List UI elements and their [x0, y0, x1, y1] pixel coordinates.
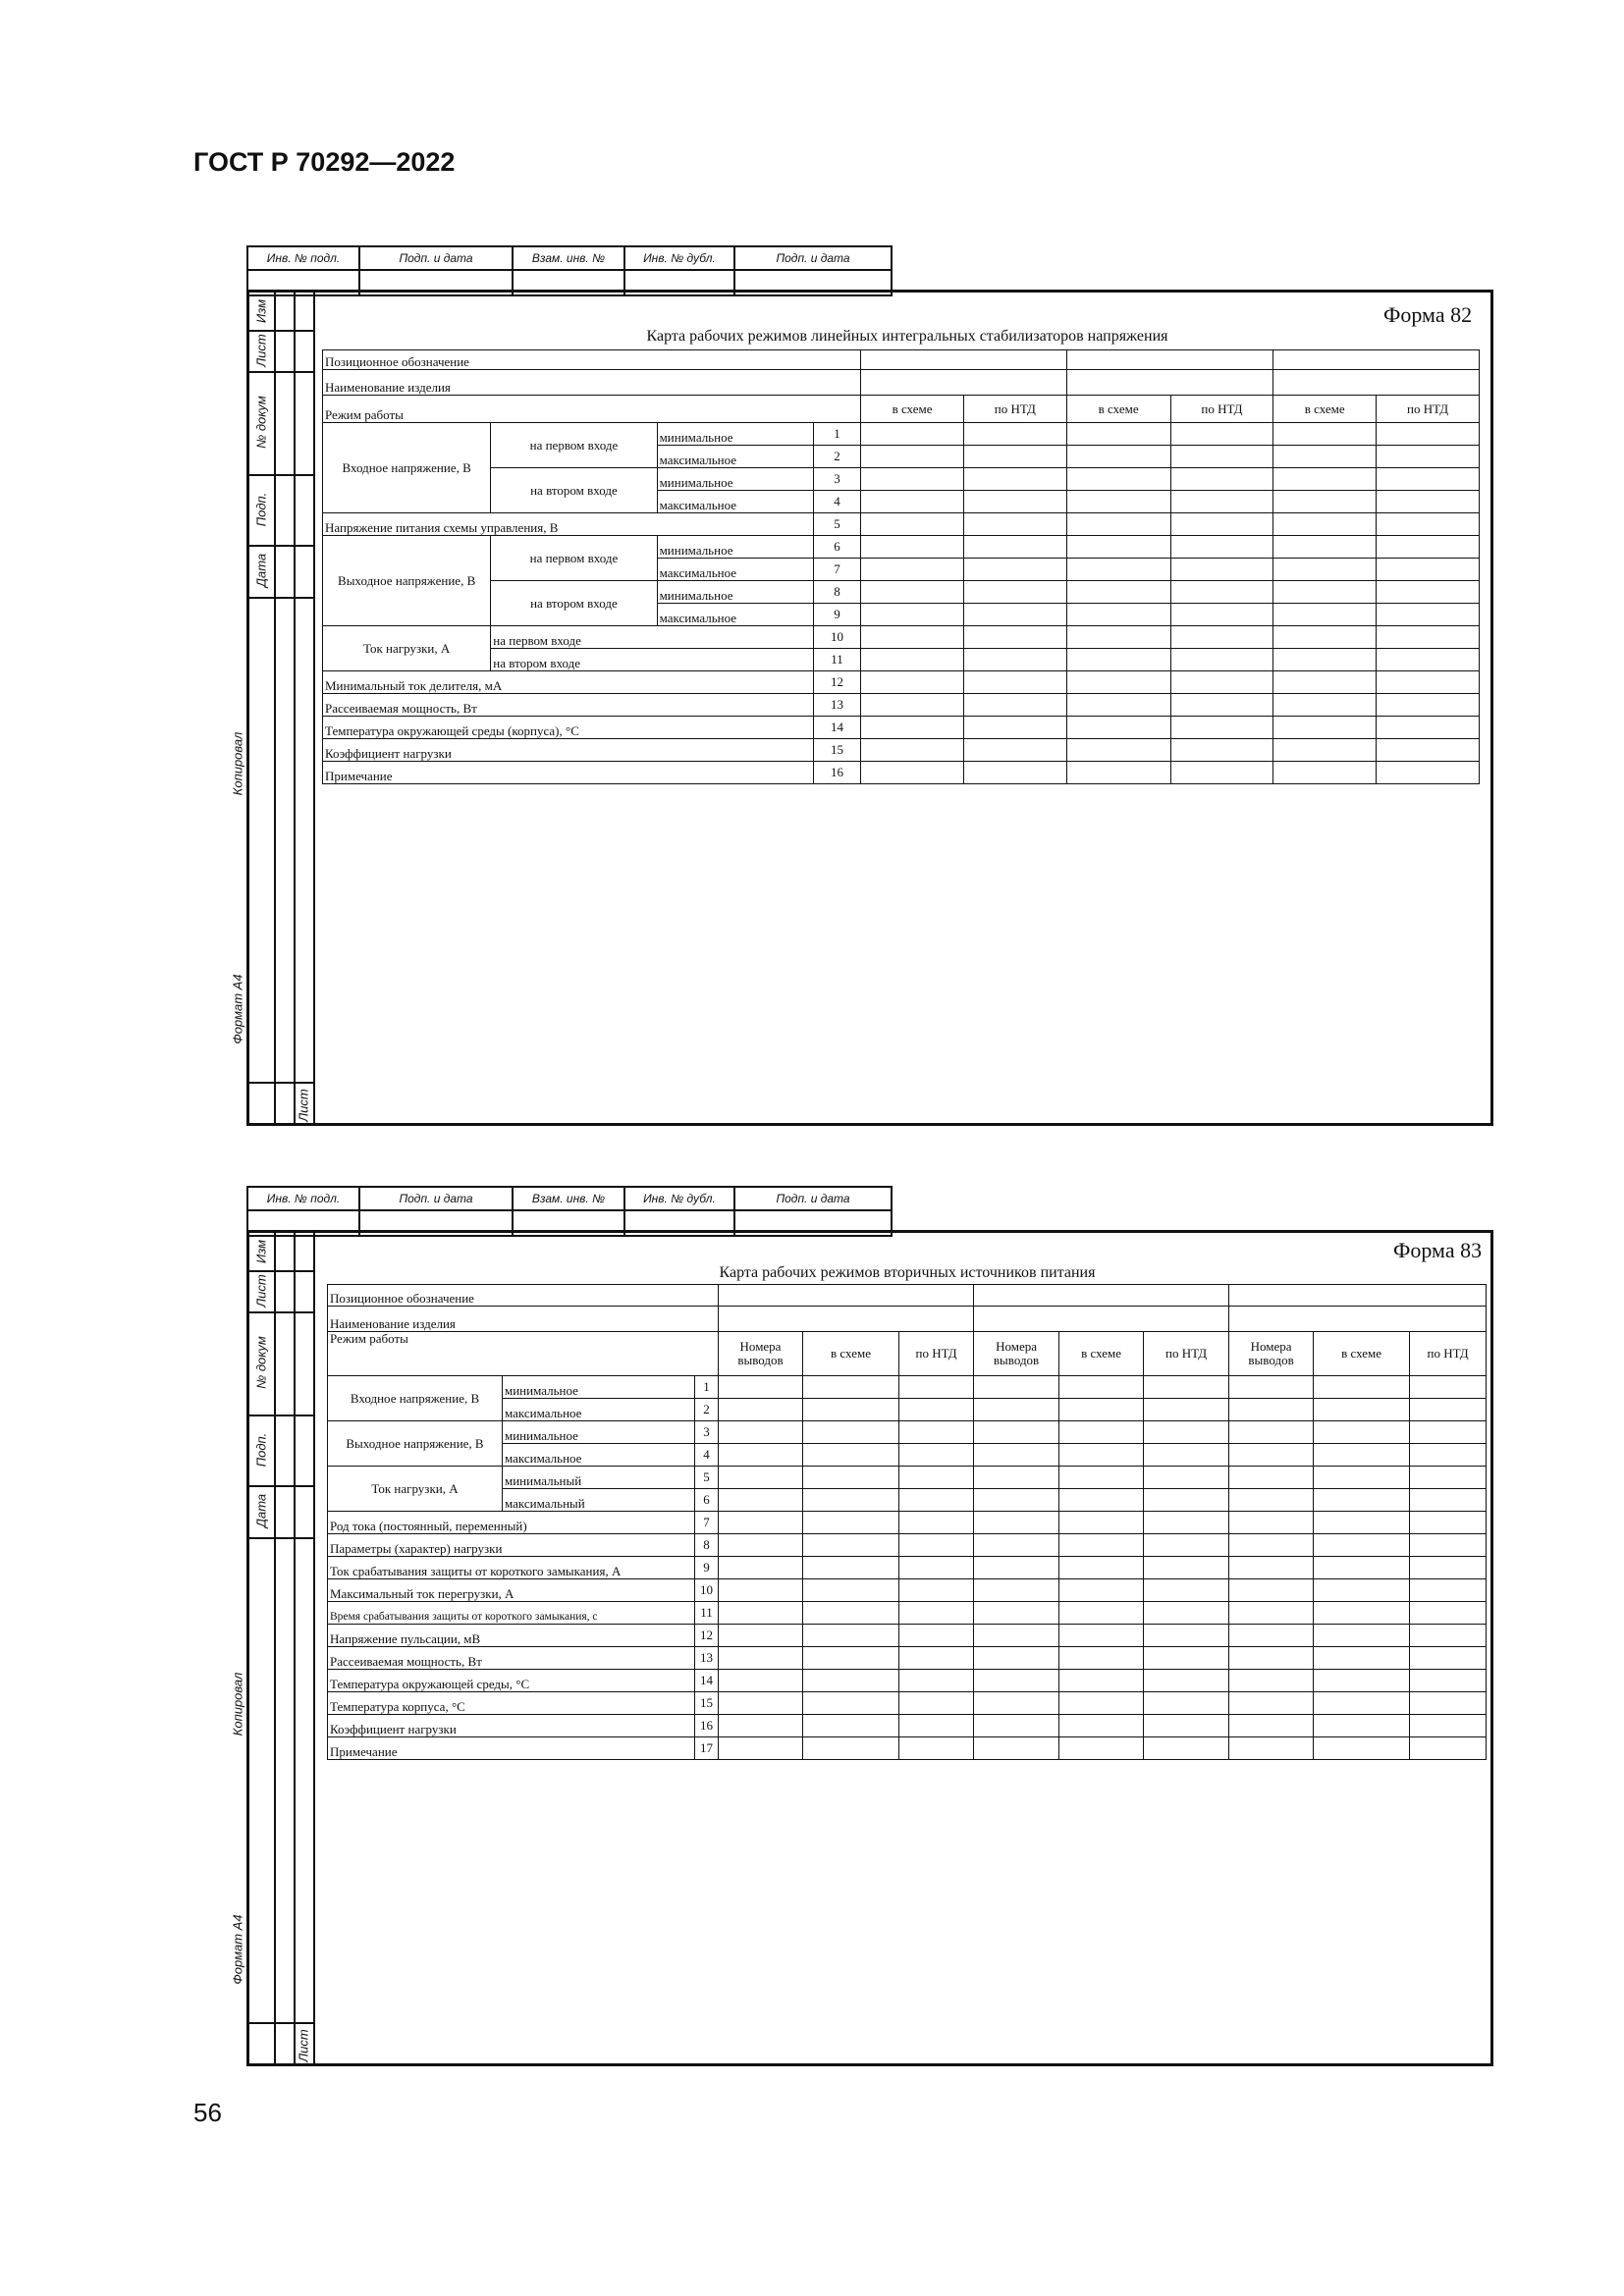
side-label-izm: Изм: [253, 1239, 269, 1264]
row-number: 16: [813, 762, 860, 784]
stamp-label: Подп. и дата: [734, 246, 892, 270]
row-sublabel: максимальное: [657, 559, 813, 581]
row-label: Коэффициент нагрузки: [323, 739, 814, 762]
row-number: 12: [695, 1625, 719, 1647]
row-number: 8: [813, 581, 860, 604]
row-sublabel: минимальное: [503, 1421, 695, 1444]
row-label: Температура окружающей среды, °С: [328, 1670, 695, 1692]
row-label: Входное напряжение, В: [323, 423, 491, 513]
row-number: 6: [813, 536, 860, 559]
row-number: 14: [695, 1670, 719, 1692]
col-header: Номера выводов: [719, 1332, 803, 1376]
stamp-label: Взам. инв. №: [513, 246, 624, 270]
row-sublabel: максимальное: [657, 604, 813, 626]
row-sublabel: минимальное: [503, 1376, 695, 1399]
stamp-label: Подп. и дата: [359, 246, 513, 270]
col-header: по НТД: [1377, 396, 1480, 423]
side-label-format: Формат А4: [230, 1914, 245, 1985]
row-number: 1: [813, 423, 860, 446]
side-label-list-bottom: Лист: [296, 2029, 311, 2062]
row-number: 13: [695, 1647, 719, 1670]
row-number: 3: [813, 468, 860, 491]
col-header: Номера выводов: [1229, 1332, 1314, 1376]
row-sublabel: максимальное: [657, 446, 813, 468]
col-header: по НТД: [1144, 1332, 1229, 1376]
stamp-label: Инв. № подл.: [247, 1187, 359, 1210]
row-number: 12: [813, 671, 860, 694]
side-label-ndokum: № докум: [253, 1336, 269, 1389]
row-sublabel: минимальный: [503, 1467, 695, 1489]
stamp-label: Подп. и дата: [359, 1187, 513, 1210]
row-label: Напряжение пульсации, мВ: [328, 1625, 695, 1647]
row-number: 13: [813, 694, 860, 717]
row-sublabel: на первом входе: [491, 626, 813, 649]
side-label-kopiroval: Копировал: [230, 731, 245, 796]
row-sublabel: минимальное: [657, 536, 813, 559]
stamp-label: Инв. № дубл.: [624, 246, 734, 270]
row-number: 2: [695, 1399, 719, 1421]
side-label-podp: Подп.: [253, 492, 269, 527]
page-header: ГОСТ Р 70292—2022: [193, 147, 456, 177]
row-number: 15: [695, 1692, 719, 1715]
form-82-table: [322, 349, 1480, 784]
side-label-kopiroval: Копировал: [230, 1672, 245, 1736]
row-number: 6: [695, 1489, 719, 1512]
row-sublabel: на втором входе: [491, 649, 813, 671]
page-number: 56: [193, 2098, 222, 2127]
stamp-label: Взам. инв. №: [513, 1187, 624, 1210]
row-label: Температура окружающей среды (корпуса), °С: [323, 717, 814, 739]
col-header: в схеме: [1059, 1332, 1144, 1376]
row-label: Ток срабатывания защиты от короткого замыкания, А: [328, 1557, 695, 1579]
row-number: 8: [695, 1534, 719, 1557]
side-label-list: Лист: [253, 1274, 269, 1308]
row-number: 14: [813, 717, 860, 739]
row-number: 4: [695, 1444, 719, 1467]
row-label: Примечание: [328, 1737, 695, 1760]
form-number: Форма 83: [1393, 1238, 1483, 1262]
row-label: Минимальный ток делителя, мА: [323, 671, 814, 694]
row-sublabel: максимальное: [657, 491, 813, 513]
col-header: в схеме: [1066, 396, 1170, 423]
form-title: Карта рабочих режимов линейных интегральных стабилизаторов напряжения: [646, 328, 1168, 345]
row-sublabel: минимальное: [657, 468, 813, 491]
row-sublabel: максимальный: [503, 1489, 695, 1512]
row-number: 7: [813, 559, 860, 581]
row-number: 2: [813, 446, 860, 468]
row-number: 16: [695, 1715, 719, 1737]
row-number: 5: [695, 1467, 719, 1489]
row-number: 10: [695, 1579, 719, 1602]
row-number: 3: [695, 1421, 719, 1444]
row-label: Позиционное обозначение: [328, 1285, 719, 1307]
form-82-sheet: [230, 290, 1493, 1126]
side-label-data: Дата: [253, 1493, 269, 1528]
side-label-data: Дата: [253, 553, 269, 588]
row-label: Ток нагрузки, А: [323, 626, 491, 671]
row-sublabel: на первом входе: [491, 423, 657, 468]
col-header: в схеме: [861, 396, 964, 423]
row-number: 5: [813, 513, 860, 536]
row-sublabel: на первом входе: [491, 536, 657, 581]
row-label: Наименование изделия: [323, 370, 861, 396]
row-label: Ток нагрузки, А: [328, 1467, 503, 1512]
row-number: 11: [813, 649, 860, 671]
col-header: по НТД: [1410, 1332, 1487, 1376]
side-label-list-bottom: Лист: [296, 1089, 311, 1122]
row-label: Режим работы: [323, 396, 861, 423]
row-number: 17: [695, 1737, 719, 1760]
row-label: Примечание: [323, 762, 814, 784]
col-header: по НТД: [963, 396, 1066, 423]
row-label: Выходное напряжение, В: [328, 1421, 503, 1467]
row-label: Выходное напряжение, В: [323, 536, 491, 626]
row-label: Температура корпуса, °С: [328, 1692, 695, 1715]
row-label: Рассеиваемая мощность, Вт: [328, 1647, 695, 1670]
side-label-podp: Подп.: [253, 1432, 269, 1468]
row-number: 15: [813, 739, 860, 762]
row-number: 9: [695, 1557, 719, 1579]
stamp-label: Инв. № подл.: [247, 246, 359, 270]
row-sublabel: на втором входе: [491, 581, 657, 626]
row-sublabel: минимальное: [657, 581, 813, 604]
row-label: Режим работы: [328, 1332, 719, 1376]
row-number: 1: [695, 1376, 719, 1399]
row-number: 7: [695, 1512, 719, 1534]
row-number: 9: [813, 604, 860, 626]
form-title: Карта рабочих режимов вторичных источников питания: [719, 1264, 1096, 1281]
row-number: 4: [813, 491, 860, 513]
side-label-format: Формат А4: [230, 974, 245, 1044]
row-label: Рассеиваемая мощность, Вт: [323, 694, 814, 717]
form-83-table: [327, 1284, 1487, 1760]
row-label: Наименование изделия: [328, 1307, 719, 1332]
stamp-label: Инв. № дубл.: [624, 1187, 734, 1210]
stamp-label: Подп. и дата: [734, 1187, 892, 1210]
col-header: по НТД: [1170, 396, 1273, 423]
col-header: в схеме: [1273, 396, 1377, 423]
col-header: Номера выводов: [974, 1332, 1059, 1376]
row-label: Входное напряжение, В: [328, 1376, 503, 1421]
col-header: в схеме: [1314, 1332, 1410, 1376]
row-number: 10: [813, 626, 860, 649]
row-label: Позиционное обозначение: [323, 350, 861, 370]
form-number: Форма 82: [1383, 302, 1473, 327]
row-sublabel: максимальное: [503, 1444, 695, 1467]
side-label-izm: Изм: [253, 298, 269, 324]
side-label-list: Лист: [253, 334, 269, 367]
form-83-sheet: [230, 1230, 1493, 2066]
row-label: Коэффициент нагрузки: [328, 1715, 695, 1737]
col-header: по НТД: [899, 1332, 974, 1376]
row-sublabel: максимальное: [503, 1399, 695, 1421]
row-sublabel: минимальное: [657, 423, 813, 446]
row-label: Время срабатывания защиты от короткого замыкания, с: [328, 1602, 695, 1625]
row-sublabel: на втором входе: [491, 468, 657, 513]
side-label-ndokum: № докум: [253, 396, 269, 449]
row-label: Напряжение питания схемы управления, В: [323, 513, 814, 536]
row-label: Род тока (постоянный, переменный): [328, 1512, 695, 1534]
row-label: Параметры (характер) нагрузки: [328, 1534, 695, 1557]
row-number: 11: [695, 1602, 719, 1625]
row-label: Максимальный ток перегрузки, А: [328, 1579, 695, 1602]
col-header: в схеме: [803, 1332, 899, 1376]
